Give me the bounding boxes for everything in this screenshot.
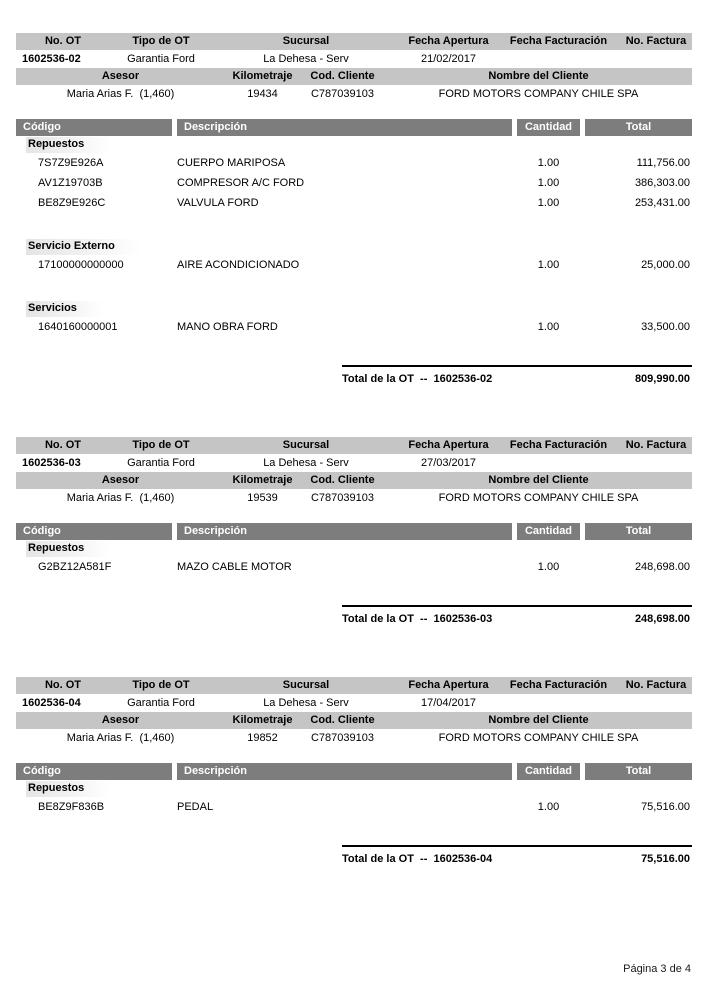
group-label: Repuestos — [26, 137, 110, 153]
group-rows — [16, 153, 692, 213]
item-row — [16, 557, 692, 577]
header-cantidad: Cantidad — [517, 523, 580, 540]
ot-section — [16, 677, 692, 873]
header-no-ot: No. OT — [44, 439, 82, 451]
value-no-ot: 1602536-02 — [22, 53, 81, 65]
header-total: Total — [585, 763, 692, 780]
ot-total-block — [342, 605, 692, 633]
header-descripcion: Descripción — [177, 763, 512, 780]
header-tipo-ot: Tipo de OT — [132, 35, 190, 47]
group-label-row — [16, 301, 692, 317]
page-footer: Página 3 de 4 — [623, 963, 691, 975]
value-fecha-facturacion — [497, 50, 620, 68]
value-cod-cliente: C787039103 — [310, 732, 374, 744]
group-label-row — [16, 239, 692, 255]
header-no-factura: No. Factura — [625, 679, 687, 691]
value-fecha-apertura: 21/02/2017 — [420, 53, 477, 65]
value-fecha-facturacion — [497, 454, 620, 472]
value-tipo-ot: Garantia Ford — [127, 457, 195, 469]
report-content — [16, 33, 692, 873]
group-label-row — [16, 541, 692, 557]
item-row — [16, 193, 692, 213]
header-no-factura: No. Factura — [625, 439, 687, 451]
item-row — [16, 255, 692, 275]
header-fecha-apertura: Fecha Apertura — [408, 35, 489, 47]
value-cod-cliente: C787039103 — [310, 88, 374, 100]
header-fecha-apertura: Fecha Apertura — [408, 439, 489, 451]
detail-groups — [16, 541, 692, 577]
header-no-ot: No. OT — [44, 679, 82, 691]
value-asesor: Maria Arias F. (1,460) — [66, 88, 175, 100]
item-row — [16, 153, 692, 173]
value-sucursal: La Dehesa - Serv — [263, 53, 349, 65]
value-fecha-apertura: 27/03/2017 — [420, 457, 477, 469]
header-asesor: Asesor — [101, 474, 140, 486]
item-descripcion: VALVULA FORD — [177, 197, 259, 209]
value-asesor: Maria Arias F. (1,460) — [66, 492, 175, 504]
ot-total-amount: 75,516.00 — [641, 853, 690, 865]
header-cantidad: Cantidad — [517, 763, 580, 780]
advisor-header-row — [16, 472, 692, 489]
detail-group — [16, 137, 692, 213]
header-fecha-facturacion: Fecha Facturación — [509, 35, 608, 47]
detail-group — [16, 239, 692, 275]
item-codigo: G2BZ12A581F — [38, 561, 112, 573]
header-kilometraje: Kilometraje — [232, 70, 293, 82]
item-codigo: 7S7Z9E926A — [38, 157, 104, 169]
group-label-row — [16, 781, 692, 797]
detail-groups — [16, 137, 692, 337]
item-descripcion: AIRE ACONDICIONADO — [177, 259, 300, 271]
header-sucursal: Sucursal — [282, 439, 330, 451]
header-fecha-facturacion: Fecha Facturación — [509, 439, 608, 451]
item-row — [16, 173, 692, 193]
header-nombre-cliente: Nombre del Cliente — [488, 70, 589, 82]
value-nombre-cliente: FORD MOTORS COMPANY CHILE SPA — [438, 732, 639, 744]
header-asesor: Asesor — [101, 714, 140, 726]
header-total: Total — [585, 523, 692, 540]
header-sucursal: Sucursal — [282, 679, 330, 691]
value-nombre-cliente: FORD MOTORS COMPANY CHILE SPA — [438, 88, 639, 100]
advisor-values-row — [16, 85, 692, 104]
item-total: 386,303.00 — [634, 177, 690, 189]
item-descripcion: MANO OBRA FORD — [177, 321, 278, 333]
ot-values-row — [16, 454, 692, 472]
ot-total-amount: 248,698.00 — [634, 613, 690, 625]
value-nombre-cliente: FORD MOTORS COMPANY CHILE SPA — [438, 492, 639, 504]
ot-section — [16, 33, 692, 393]
item-codigo: BE8Z9F836B — [38, 801, 105, 813]
group-label: Repuestos — [26, 781, 110, 797]
ot-values-row — [16, 50, 692, 68]
ot-values-row — [16, 694, 692, 712]
item-total: 75,516.00 — [641, 801, 690, 813]
group-rows — [16, 557, 692, 577]
header-tipo-ot: Tipo de OT — [132, 679, 190, 691]
header-codigo: Código — [16, 763, 172, 780]
item-descripcion: COMPRESOR A/C FORD — [177, 177, 305, 189]
value-cod-cliente: C787039103 — [310, 492, 374, 504]
item-cantidad: 1.00 — [537, 801, 560, 813]
ot-total-label: Total de la OT -- 1602536-04 — [342, 853, 493, 865]
group-label-row — [16, 137, 692, 153]
header-codigo: Código — [16, 523, 172, 540]
advisor-header-row — [16, 68, 692, 85]
header-fecha-facturacion: Fecha Facturación — [509, 679, 608, 691]
item-total: 111,756.00 — [636, 157, 690, 169]
group-label: Servicio Externo — [26, 239, 141, 255]
item-row — [16, 317, 692, 337]
value-no-ot: 1602536-03 — [22, 457, 81, 469]
value-no-ot: 1602536-04 — [22, 697, 81, 709]
ot-total-block — [342, 845, 692, 873]
advisor-header-row — [16, 712, 692, 729]
header-cantidad: Cantidad — [517, 119, 580, 136]
detail-group — [16, 781, 692, 817]
header-total: Total — [585, 119, 692, 136]
header-nombre-cliente: Nombre del Cliente — [488, 714, 589, 726]
advisor-values-row — [16, 729, 692, 748]
item-total: 253,431.00 — [634, 197, 690, 209]
group-rows — [16, 797, 692, 817]
ot-total-label: Total de la OT -- 1602536-02 — [342, 373, 493, 385]
header-descripcion: Descripción — [177, 119, 512, 136]
header-nombre-cliente: Nombre del Cliente — [488, 474, 589, 486]
detail-group — [16, 301, 692, 337]
group-rows — [16, 255, 692, 275]
item-total: 248,698.00 — [634, 561, 690, 573]
group-label: Servicios — [26, 301, 103, 317]
group-rows — [16, 317, 692, 337]
item-row — [16, 797, 692, 817]
item-cantidad: 1.00 — [537, 561, 560, 573]
detail-header-row — [16, 523, 692, 540]
item-cantidad: 1.00 — [537, 321, 560, 333]
value-tipo-ot: Garantia Ford — [127, 53, 195, 65]
value-no-factura — [620, 50, 692, 68]
value-no-factura — [620, 694, 692, 712]
value-sucursal: La Dehesa - Serv — [263, 697, 349, 709]
ot-header-row — [16, 33, 692, 50]
ot-total-block — [342, 365, 692, 393]
header-fecha-apertura: Fecha Apertura — [408, 679, 489, 691]
header-no-factura: No. Factura — [625, 35, 687, 47]
ot-header-row — [16, 437, 692, 454]
header-tipo-ot: Tipo de OT — [132, 439, 190, 451]
header-no-ot: No. OT — [44, 35, 82, 47]
ot-total-amount: 809,990.00 — [634, 373, 690, 385]
detail-header-row — [16, 119, 692, 136]
header-sucursal: Sucursal — [282, 35, 330, 47]
item-cantidad: 1.00 — [537, 259, 560, 271]
item-codigo: 1640160000001 — [38, 321, 118, 333]
detail-header-row — [16, 763, 692, 780]
value-kilometraje: 19539 — [247, 492, 278, 504]
item-descripcion: MAZO CABLE MOTOR — [177, 561, 292, 573]
item-total: 33,500.00 — [641, 321, 690, 333]
ot-total-label: Total de la OT -- 1602536-03 — [342, 613, 493, 625]
detail-group — [16, 541, 692, 577]
item-codigo: BE8Z9E926C — [38, 197, 106, 209]
advisor-values-row — [16, 489, 692, 508]
value-fecha-facturacion — [497, 694, 620, 712]
header-kilometraje: Kilometraje — [232, 714, 293, 726]
item-cantidad: 1.00 — [537, 197, 560, 209]
value-kilometraje: 19852 — [247, 732, 278, 744]
value-no-factura — [620, 454, 692, 472]
value-tipo-ot: Garantia Ford — [127, 697, 195, 709]
ot-header-row — [16, 677, 692, 694]
item-cantidad: 1.00 — [537, 177, 560, 189]
item-descripcion: PEDAL — [177, 801, 214, 813]
header-cod-cliente: Cod. Cliente — [310, 714, 375, 726]
header-cod-cliente: Cod. Cliente — [310, 474, 375, 486]
header-asesor: Asesor — [101, 70, 140, 82]
item-total: 25,000.00 — [641, 259, 690, 271]
detail-groups — [16, 781, 692, 817]
header-descripcion: Descripción — [177, 523, 512, 540]
header-cod-cliente: Cod. Cliente — [310, 70, 375, 82]
item-codigo: 17100000000000 — [38, 259, 124, 271]
value-kilometraje: 19434 — [247, 88, 278, 100]
header-codigo: Código — [16, 119, 172, 136]
header-kilometraje: Kilometraje — [232, 474, 293, 486]
value-fecha-apertura: 17/04/2017 — [420, 697, 477, 709]
value-asesor: Maria Arias F. (1,460) — [66, 732, 175, 744]
group-label: Repuestos — [26, 541, 110, 557]
item-descripcion: CUERPO MARIPOSA — [177, 157, 286, 169]
ot-section — [16, 437, 692, 633]
value-sucursal: La Dehesa - Serv — [263, 457, 349, 469]
item-cantidad: 1.00 — [537, 157, 560, 169]
item-codigo: AV1Z19703B — [38, 177, 103, 189]
